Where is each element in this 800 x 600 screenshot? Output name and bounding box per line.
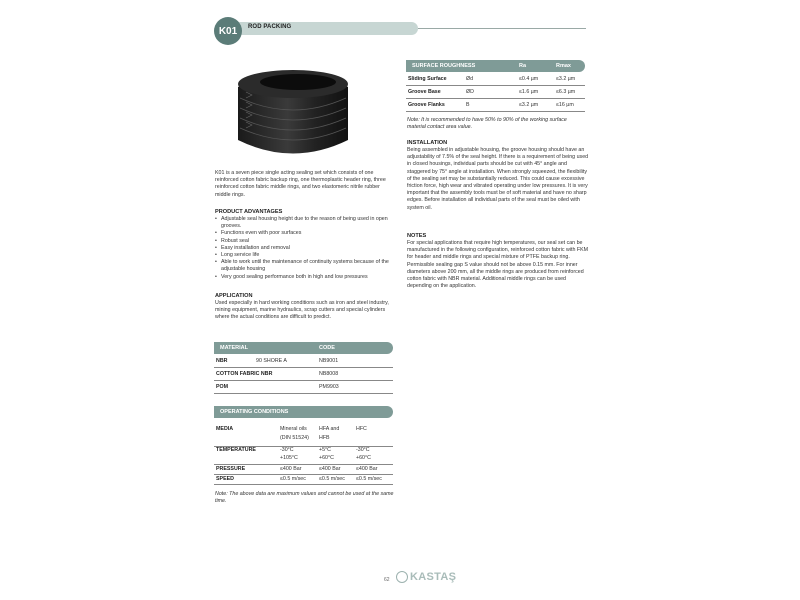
logo-mark-icon: [396, 571, 408, 583]
advantages-heading: PRODUCT ADVANTAGES: [215, 209, 283, 215]
table-row: SPEED ≤0.5 m/sec ≤0.5 m/sec ≤0.5 m/sec: [214, 474, 393, 485]
table-row: COTTON FABRIC NBR NB8008: [214, 367, 393, 381]
list-item: • Very good sealing performance both in high and low pressures: [215, 274, 395, 281]
list-item: • Functions even with poor surfaces: [215, 230, 395, 237]
table-row: Sliding Surface Ød ≤0.4 µm ≤3.2 µm: [406, 72, 585, 86]
list-item: • Adjustable seal housing height due to the reason of being used in open grooves.: [215, 216, 395, 230]
page-number: 62: [384, 577, 390, 583]
table-row: TEMPERATURE -30°C +105°C +5°C +60°C -30°C +60°C: [214, 446, 393, 465]
list-item: • Long service life: [215, 252, 395, 259]
intro-text: K01 is a seven piece single acting sealing set which consists of one reinforced cotton fabric backup ring, one thermoplastic header ring, three reinforced cotton fabric middle rings, and two elastomeric nitrile rubber middle rings.: [215, 170, 386, 198]
notes-text: For special applications that require high temperatures, our seal set can be manufactured in the following configuration, reinforced cotton fabric with FKM for header and middle rings and special mixture of PTFE backup ring. Permissible sealing gap S value should not be above 0.15 mm. For inner diameters above 200 mm, all the middle rings are produced from reinforced cotton fabric with NBR material. Additional middle rings can be used depending on the application.: [407, 240, 589, 290]
surface-note: Note: It is recommended to have 50% to 90% of the working surface material contact area value.: [407, 117, 567, 131]
material-table-header: [214, 342, 393, 354]
surface-table-header: SURFACE ROUGHNESS Ra Rmax: [406, 60, 585, 72]
table-row: Groove Flanks B ≤3.2 µm ≤16 µm: [406, 98, 585, 112]
list-item: • Able to work until the maintenance of continuity systems because of the adjustable housing: [215, 259, 395, 273]
code-col-header: CODE: [319, 345, 335, 351]
application-heading: APPLICATION: [215, 293, 253, 299]
rod-packing-image: [228, 62, 358, 162]
operating-note: Note: The above data are maximum values and cannot be used at the same time.: [215, 491, 394, 505]
installation-heading: INSTALLATION: [407, 140, 448, 146]
table-row: PRESSURE ≤400 Bar ≤400 Bar ≤400 Bar: [214, 464, 393, 475]
notes-heading: NOTES: [407, 233, 427, 239]
product-code-badge: K01: [214, 17, 242, 45]
installation-text: Being assembled in adjustable housing, the groove housing should have an adjustability of 7.5% of the seal height. If there is a requirement of being used in closed housings, individual parts should be cut with 45° angle and staggered by 75° angle at installation. When strongly squeezed, the flexibility of the sealing set may be substantially reduced. This could cause excessive friction force, high wear and vibrated operating under low pressures. It is very important that the assembly tools must be of soft material and have no sharp edges. Before installation all individual parts of the seal must be oiled with system oil.: [407, 147, 589, 211]
page-title: ROD PACKING: [248, 24, 292, 30]
list-item: • Robust seal: [215, 238, 395, 245]
list-item: • Easy installation and removal: [215, 245, 395, 252]
table-row: Groove Base ØD ≤1.6 µm ≤6.3 µm: [406, 85, 585, 99]
brand-logo: [396, 571, 456, 583]
table-row: POM PM9903: [214, 380, 393, 394]
logo-text: KASTAŞ: [410, 571, 457, 583]
application-text: Used especially in hard working conditions such as iron and steel industry, mining equipment, marine hydraulics, scrap cutters and special cylinders where the actual conditions are difficult to predict.: [215, 300, 389, 321]
header-divider: [418, 28, 586, 29]
material-col-header: MATERIAL: [220, 345, 249, 351]
operating-table-header: OPERATING CONDITIONS: [214, 406, 393, 418]
table-row: MEDIA Mineral oils (DIN 51524) HFA and HFB HFC: [214, 424, 393, 447]
advantages-list: [215, 216, 395, 281]
table-row: NBR 90 SHORE A NB9001: [214, 354, 393, 368]
